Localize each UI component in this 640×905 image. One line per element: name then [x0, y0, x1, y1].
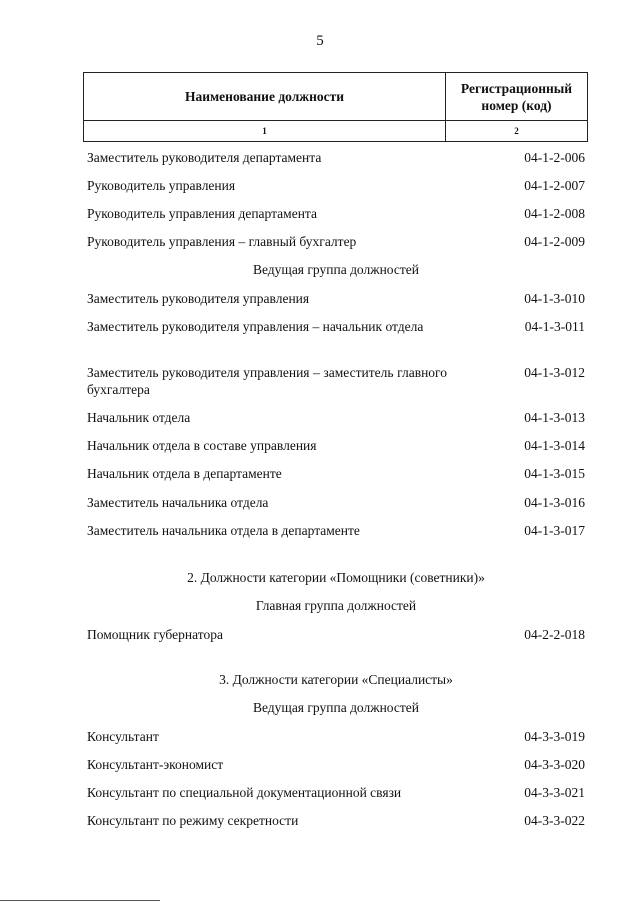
position-name: Руководитель управления – главный бухгалтер	[87, 234, 357, 249]
column-title-registration-code	[446, 73, 587, 120]
position-name: Консультант по специальной документационной связи	[87, 785, 402, 800]
position-name: Руководитель управления департамента	[87, 206, 317, 221]
position-code: 04-1-3-017	[524, 523, 585, 538]
position-name: Заместитель руководителя управления	[87, 291, 310, 306]
position-code: 04-3-3-019	[524, 729, 585, 744]
position-code: 04-1-3-016	[524, 495, 585, 510]
position-code: 04-1-3-015	[524, 466, 585, 481]
position-code: 04-3-3-021	[524, 785, 585, 800]
position-code: 04-1-2-007	[524, 178, 585, 193]
footer-rule	[0, 900, 160, 901]
section-heading: 2. Должности категории «Помощники (советники)»	[187, 570, 485, 585]
position-code: 04-1-2-009	[524, 234, 585, 249]
position-code: 04-3-3-022	[524, 813, 585, 828]
position-code: 04-3-3-020	[524, 757, 585, 772]
column-number-2: 2	[514, 126, 519, 136]
page-number: 5	[316, 33, 324, 49]
position-name: Заместитель руководителя управления – начальник отдела	[87, 319, 424, 334]
column-title-code-line2: номер (код)	[481, 97, 552, 113]
position-code: 04-1-3-013	[524, 410, 585, 425]
table-header	[83, 72, 588, 142]
position-name: Заместитель руководителя департамента	[87, 150, 322, 165]
group-heading: Главная группа должностей	[255, 598, 417, 613]
position-name: Помощник губернатора	[87, 627, 223, 642]
position-name: Заместитель начальника отдела в департаменте	[87, 523, 360, 538]
group-heading: Ведущая группа должностей	[252, 262, 419, 277]
column-title-position-name: Наименование должности	[184, 88, 345, 104]
position-name: Руководитель управления	[87, 178, 236, 193]
position-code: 04-1-3-010	[524, 291, 585, 306]
position-name: Консультант по режиму секретности	[87, 813, 299, 828]
group-heading: Ведущая группа должностей	[252, 700, 419, 715]
position-name: Консультант-экономист	[87, 757, 224, 772]
position-code: 04-1-3-012	[524, 365, 585, 380]
position-code: 04-1-2-006	[524, 150, 585, 165]
position-code: 04-2-2-018	[524, 627, 585, 642]
section-heading: 3. Должности категории «Специалисты»	[219, 672, 453, 687]
position-name: Заместитель руководителя управления – заместитель главного бухгалтера	[87, 365, 447, 397]
column-number-1: 1	[262, 126, 267, 136]
position-code: 04-1-2-008	[524, 206, 585, 221]
position-name: Начальник отдела	[87, 410, 191, 425]
position-code: 04-1-3-011	[524, 319, 585, 334]
position-name: Заместитель начальника отдела	[87, 495, 269, 510]
position-name: Начальник отдела в департаменте	[87, 466, 282, 481]
position-name: Консультант	[87, 729, 159, 744]
position-code: 04-1-3-014	[524, 438, 585, 453]
column-title-code-line1: Регистрационный	[460, 80, 573, 96]
position-name: Начальник отдела в составе управления	[87, 438, 317, 453]
